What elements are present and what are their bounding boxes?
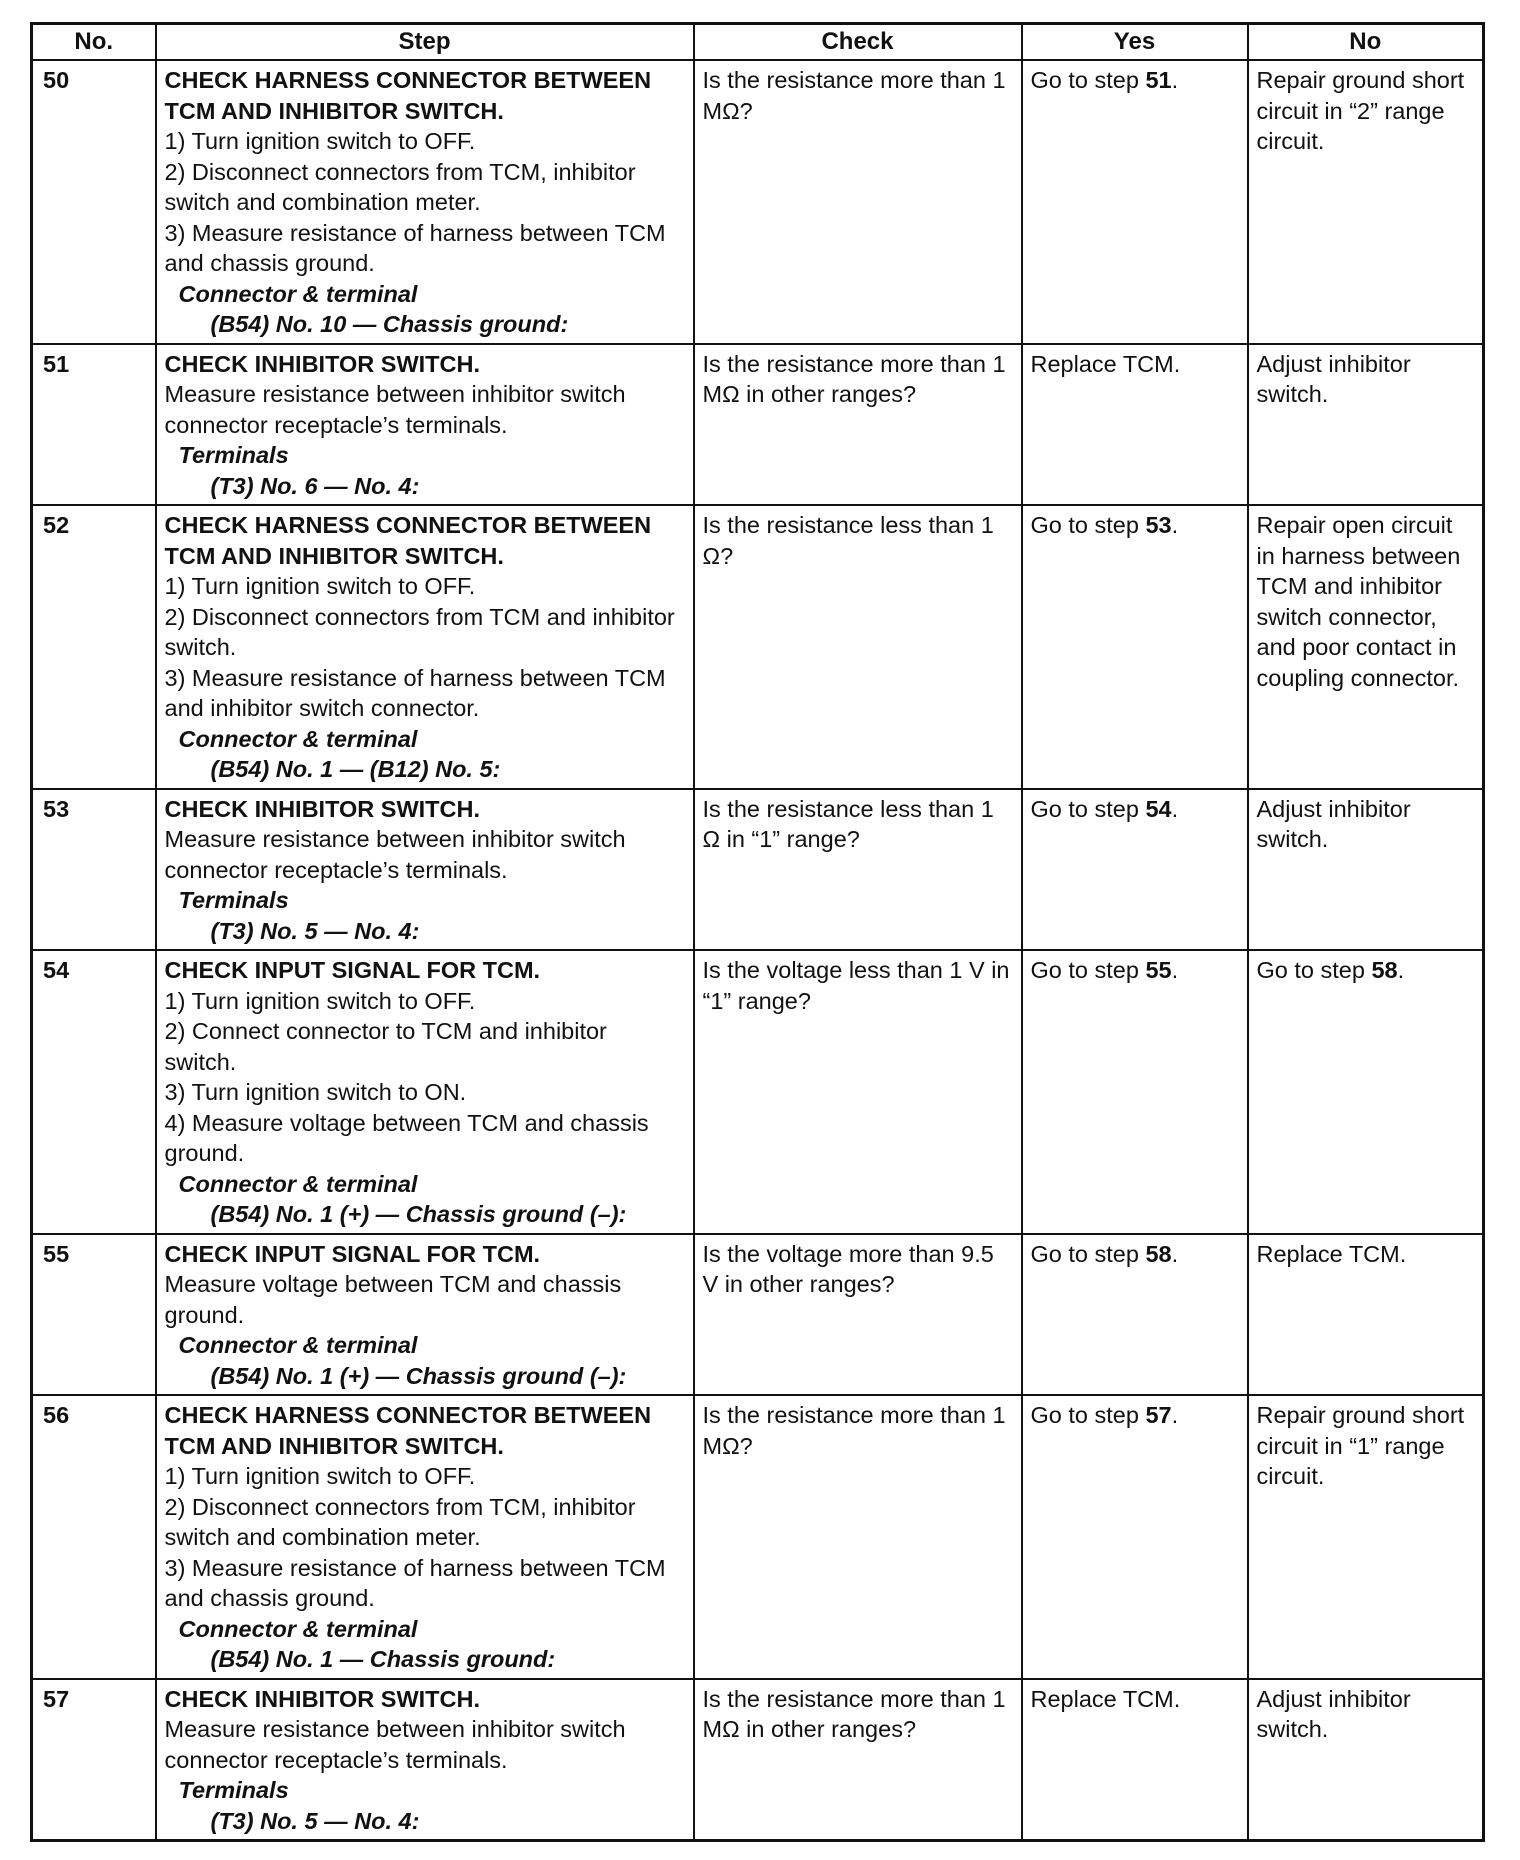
- yes-text: Go to step: [1030, 67, 1146, 93]
- no-cell: Repair open circuit in harness between TCM and inhibitor switch connector, and poor contact in coupling connector.: [1248, 505, 1484, 789]
- yes-end: .: [1171, 67, 1179, 93]
- step-cell: [156, 505, 694, 789]
- table-row: [32, 60, 1484, 344]
- connector-label: Connector & terminal: [178, 725, 418, 752]
- step-number: 50: [32, 60, 156, 344]
- no-cell: Repair ground short circuit in “2” range circuit.: [1248, 60, 1484, 344]
- step-line: Measure resistance between inhibitor switch connector receptacle’s terminals.: [164, 381, 626, 438]
- header-step: Step: [156, 24, 694, 61]
- step-number: 57: [32, 1679, 156, 1841]
- yes-cell: [1022, 60, 1248, 344]
- step-line: 3) Turn ignition switch to ON.: [164, 1079, 467, 1105]
- no-goto-step-ref: 58: [1371, 957, 1398, 983]
- check-cell: Is the resistance more than 1 MΩ in other ranges?: [694, 344, 1022, 506]
- connector-value: (T3) No. 5 — No. 4:: [210, 917, 420, 944]
- step-line: 2) Disconnect connectors from TCM, inhibitor switch and combination meter.: [164, 158, 636, 215]
- connector-value: (B54) No. 1 (+) — Chassis ground (–):: [210, 1362, 627, 1389]
- step-title: CHECK INPUT SIGNAL FOR TCM.: [164, 1240, 541, 1267]
- no-goto-end: .: [1397, 957, 1405, 983]
- yes-step-ref: 55: [1145, 957, 1172, 983]
- step-cell: [156, 344, 694, 506]
- connector-value: (T3) No. 6 — No. 4:: [210, 472, 420, 499]
- step-line: 3) Measure resistance of harness between TCM and inhibitor switch connector.: [164, 664, 666, 721]
- connector-label: Terminals: [178, 442, 289, 468]
- connector-label: Terminals: [178, 1777, 289, 1803]
- check-cell: Is the resistance more than 1 MΩ?: [694, 1395, 1022, 1679]
- step-title: CHECK HARNESS CONNECTOR BETWEEN TCM AND INHIBITOR SWITCH.: [164, 1402, 652, 1459]
- table-row: [32, 789, 1484, 951]
- step-line: Measure voltage between TCM and chassis ground.: [164, 1271, 622, 1328]
- step-cell: [156, 1234, 694, 1396]
- yes-cell: [1022, 789, 1248, 951]
- step-line: Measure resistance between inhibitor switch connector receptacle’s terminals.: [164, 1716, 626, 1773]
- header-yes: Yes: [1022, 24, 1248, 61]
- step-title: CHECK INPUT SIGNAL FOR TCM.: [164, 957, 541, 983]
- yes-cell: [1022, 950, 1248, 1234]
- table-row: [32, 344, 1484, 506]
- step-number: 52: [32, 505, 156, 789]
- yes-end: .: [1171, 512, 1179, 538]
- step-line: 3) Measure resistance of harness between TCM and chassis ground.: [164, 1554, 666, 1611]
- yes-text: Go to step: [1030, 512, 1146, 538]
- step-line: 2) Disconnect connectors from TCM and inhibitor switch.: [164, 603, 675, 660]
- step-number: 53: [32, 789, 156, 951]
- step-line: 2) Connect connector to TCM and inhibitor switch.: [164, 1018, 607, 1075]
- table-header-row: [32, 24, 1484, 61]
- step-line: 1) Turn ignition switch to OFF.: [164, 987, 476, 1014]
- yes-cell: [1022, 1234, 1248, 1396]
- step-line: 1) Turn ignition switch to OFF.: [164, 1463, 476, 1489]
- yes-text: Go to step: [1030, 957, 1146, 983]
- step-number: 55: [32, 1234, 156, 1396]
- connector-label: Connector & terminal: [178, 1170, 418, 1197]
- diagnostic-table-container: [30, 22, 1482, 1842]
- step-line: 1) Turn ignition switch to OFF.: [164, 128, 476, 154]
- connector-value: (B54) No. 1 — (B12) No. 5:: [210, 756, 501, 782]
- step-line: Measure resistance between inhibitor switch connector receptacle’s terminals.: [164, 826, 626, 883]
- no-cell: Adjust inhibitor switch.: [1248, 344, 1484, 506]
- no-cell: [1248, 950, 1484, 1234]
- yes-cell: [1022, 1395, 1248, 1679]
- step-line: 2) Disconnect connectors from TCM, inhibitor switch and combination meter.: [164, 1493, 636, 1550]
- yes-cell: [1022, 1679, 1248, 1841]
- yes-step-ref: 54: [1145, 795, 1172, 822]
- step-cell: [156, 1395, 694, 1679]
- check-cell: Is the resistance less than 1 Ω in “1” range?: [694, 789, 1022, 951]
- yes-cell: [1022, 344, 1248, 506]
- yes-step-ref: 51: [1145, 67, 1172, 93]
- table-row: [32, 505, 1484, 789]
- yes-text: Replace TCM.: [1030, 1685, 1181, 1712]
- connector-value: (B54) No. 10 — Chassis ground:: [210, 311, 569, 337]
- step-title: CHECK INHIBITOR SWITCH.: [164, 1685, 481, 1712]
- yes-text: Go to step: [1030, 1402, 1146, 1428]
- table-row: [32, 1679, 1484, 1841]
- no-cell: Adjust inhibitor switch.: [1248, 1679, 1484, 1841]
- yes-cell: [1022, 505, 1248, 789]
- step-number: 56: [32, 1395, 156, 1679]
- no-goto-text: Go to step: [1256, 957, 1372, 983]
- yes-step-ref: 53: [1145, 512, 1172, 538]
- check-cell: Is the resistance less than 1 Ω?: [694, 505, 1022, 789]
- check-cell: Is the resistance more than 1 MΩ?: [694, 60, 1022, 344]
- step-cell: [156, 60, 694, 344]
- connector-label: Connector & terminal: [178, 1332, 418, 1358]
- step-number: 54: [32, 950, 156, 1234]
- yes-end: .: [1171, 957, 1179, 983]
- step-title: CHECK HARNESS CONNECTOR BETWEEN TCM AND INHIBITOR SWITCH.: [164, 67, 652, 124]
- header-check: Check: [694, 24, 1022, 61]
- yes-text: Go to step: [1030, 795, 1146, 822]
- no-cell: Replace TCM.: [1248, 1234, 1484, 1396]
- header-no-result: No: [1248, 24, 1484, 61]
- connector-value: (B54) No. 1 — Chassis ground:: [210, 1646, 556, 1672]
- connector-label: Connector & terminal: [178, 280, 418, 307]
- no-cell: Adjust inhibitor switch.: [1248, 789, 1484, 951]
- connector-value: (T3) No. 5 — No. 4:: [210, 1807, 420, 1834]
- step-title: CHECK HARNESS CONNECTOR BETWEEN TCM AND INHIBITOR SWITCH.: [164, 512, 652, 569]
- table-row: [32, 1395, 1484, 1679]
- check-cell: Is the voltage less than 1 V in “1” range?: [694, 950, 1022, 1234]
- yes-step-ref: 57: [1145, 1402, 1172, 1428]
- step-title: CHECK INHIBITOR SWITCH.: [164, 350, 481, 377]
- no-cell: Repair ground short circuit in “1” range circuit.: [1248, 1395, 1484, 1679]
- yes-step-ref: 58: [1145, 1240, 1172, 1267]
- table-row: [32, 1234, 1484, 1396]
- yes-text: Replace TCM.: [1030, 350, 1181, 377]
- step-line: 3) Measure resistance of harness between TCM and chassis ground.: [164, 219, 666, 276]
- step-cell: [156, 950, 694, 1234]
- check-cell: Is the voltage more than 9.5 V in other ranges?: [694, 1234, 1022, 1396]
- step-line: 1) Turn ignition switch to OFF.: [164, 573, 476, 599]
- yes-end: .: [1171, 1402, 1179, 1428]
- step-cell: [156, 789, 694, 951]
- diagnostic-table: [30, 22, 1485, 1842]
- table-row: [32, 950, 1484, 1234]
- connector-value: (B54) No. 1 (+) — Chassis ground (–):: [210, 1201, 627, 1227]
- yes-end: .: [1171, 795, 1179, 822]
- connector-label: Connector & terminal: [178, 1615, 418, 1642]
- step-number: 51: [32, 344, 156, 506]
- yes-end: .: [1171, 1240, 1179, 1267]
- step-cell: [156, 1679, 694, 1841]
- step-title: CHECK INHIBITOR SWITCH.: [164, 795, 481, 822]
- yes-text: Go to step: [1030, 1240, 1146, 1267]
- header-no: No.: [32, 24, 156, 61]
- connector-label: Terminals: [178, 887, 289, 913]
- step-line: 4) Measure voltage between TCM and chassis ground.: [164, 1109, 649, 1166]
- check-cell: Is the resistance more than 1 MΩ in other ranges?: [694, 1679, 1022, 1841]
